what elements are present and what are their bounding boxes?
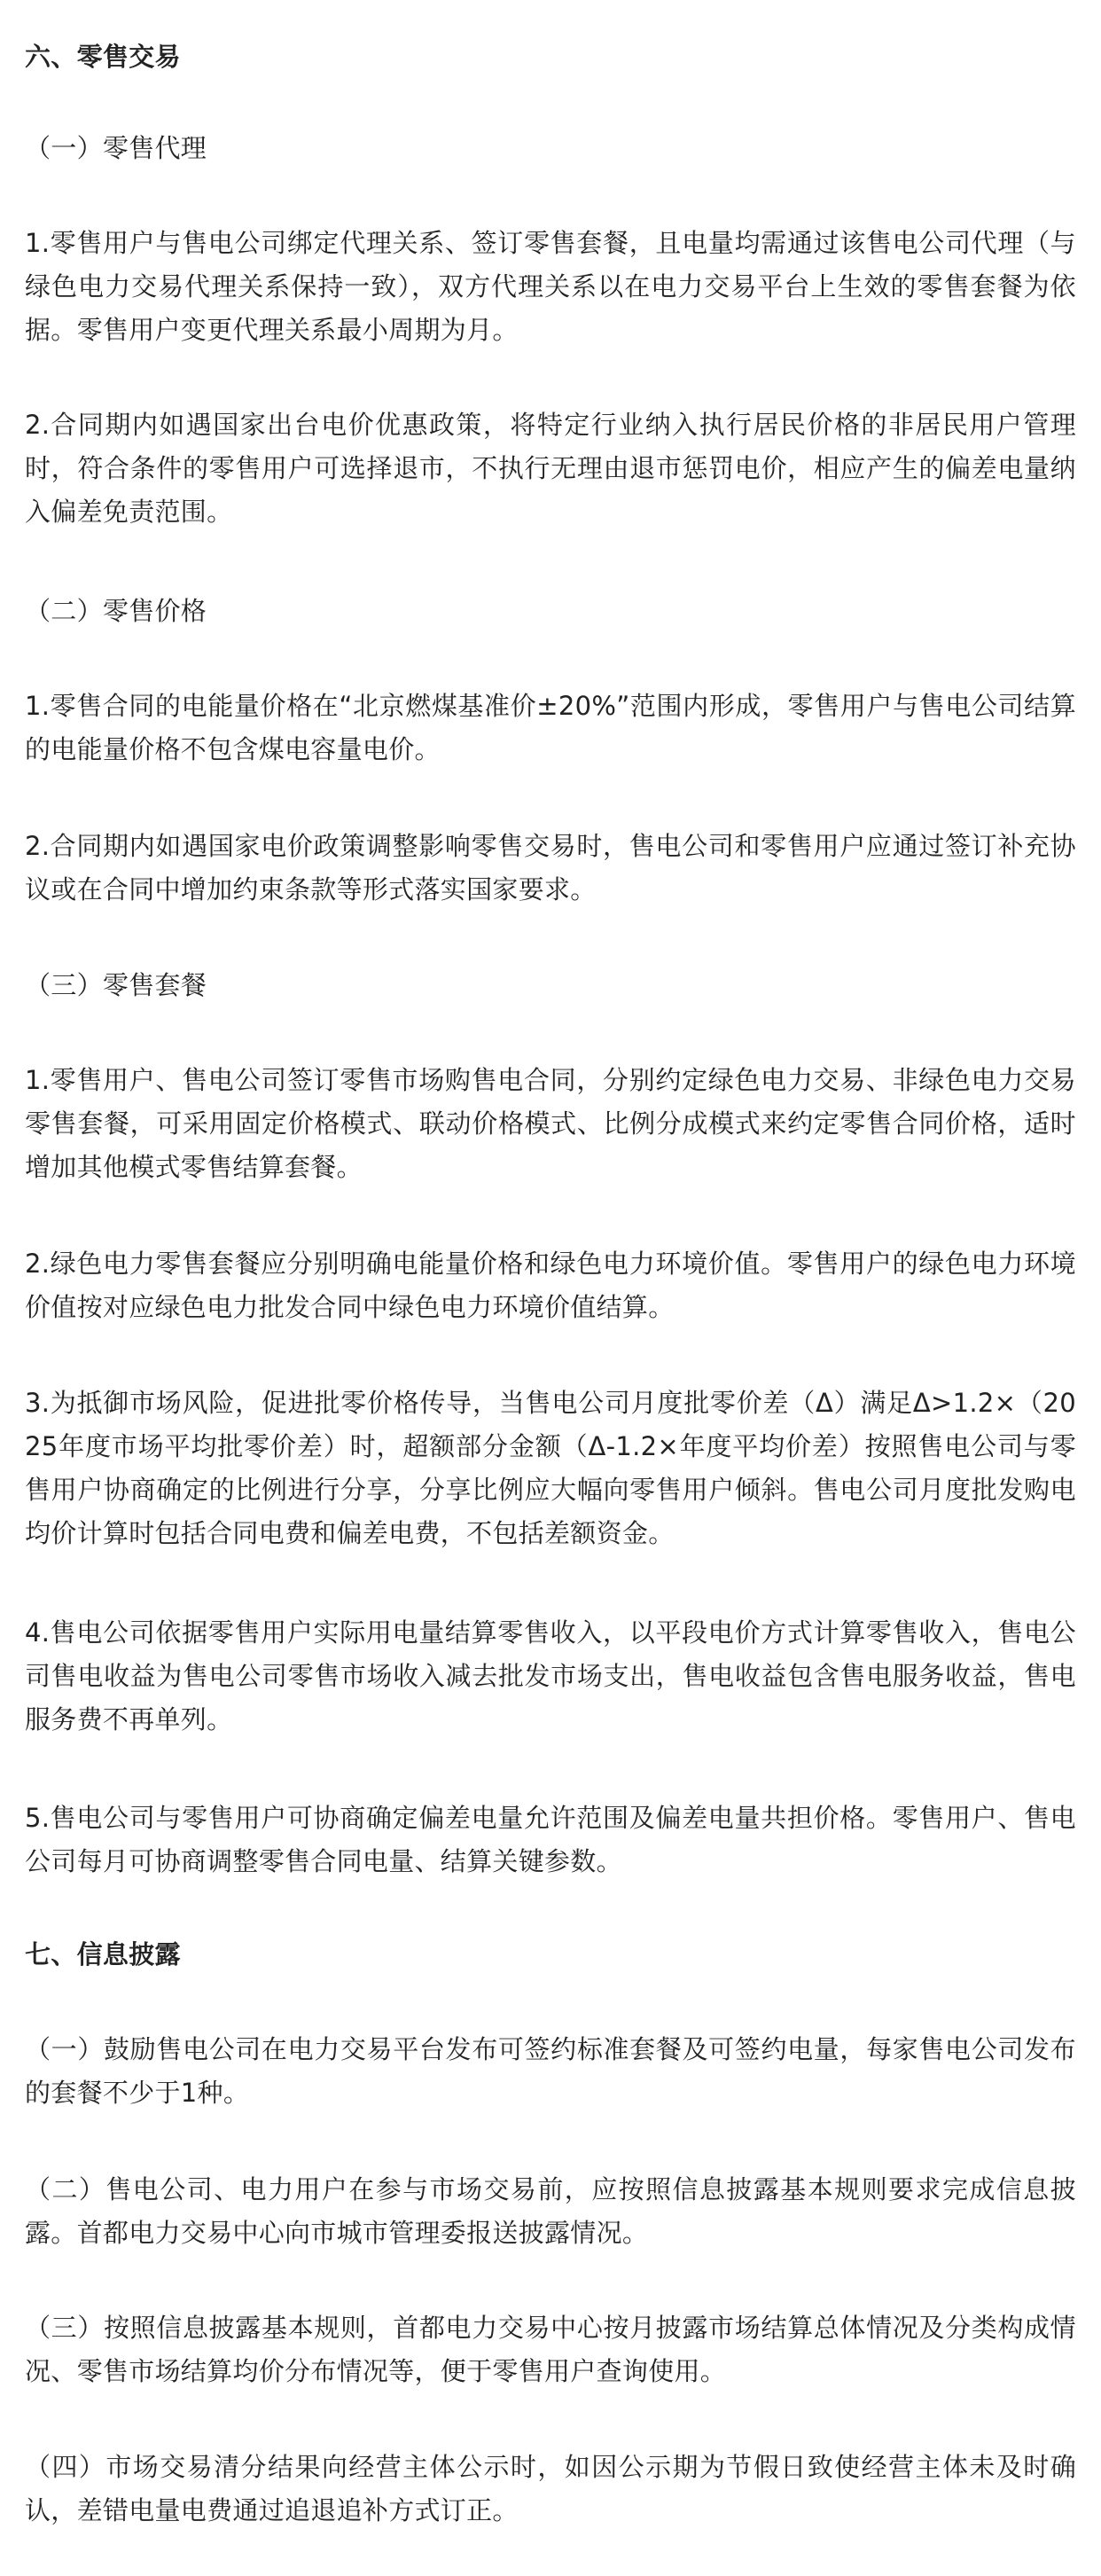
- paragraph-retail-agency-2: 2.合同期内如遇国家出台电价优惠政策，将特定行业纳入执行居民价格的非居民用户管理时，符合条件的零售用户可选择退市，不执行无理由退市惩罚电价，相应产生的偏差电量纳入偏差免责范围。: [25, 410, 1076, 527]
- section-6-title: 六、零售交易: [25, 42, 181, 72]
- paragraph-retail-price-1: 1.零售合同的电能量价格在“北京燃煤基准价±20%”范围内形成，零售用户与售电公司结算的电能量价格不包含煤电容量电价。: [25, 691, 1076, 764]
- subsection-retail-package-title: （三）零售套餐: [25, 970, 207, 1000]
- paragraph-retail-package-5: 5.售电公司与零售用户可协商确定偏差电量允许范围及偏差电量共担价格。零售用户、售电公司每月可协商调整零售合同电量、结算关键参数。: [25, 1803, 1076, 1876]
- paragraph-disclosure-4: （四）市场交易清分结果向经营主体公示时，如因公示期为节假日致使经营主体未及时确认，差错电量电费通过追退追补方式订正。: [25, 2452, 1076, 2525]
- section-7-title: 七、信息披露: [25, 1939, 181, 1969]
- paragraph-disclosure-3: （三）按照信息披露基本规则，首都电力交易中心按月披露市场结算总体情况及分类构成情况、零售市场结算均价分布情况等，便于零售用户查询使用。: [25, 2313, 1076, 2386]
- paragraph-retail-agency-1: 1.零售用户与售电公司绑定代理关系、签订零售套餐，且电量均需通过该售电公司代理（与绿色电力交易代理关系保持一致），双方代理关系以在电力交易平台上生效的零售套餐为依据。零售用户变更代理关系最小周期为月。: [25, 228, 1076, 345]
- paragraph-disclosure-1: （一）鼓励售电公司在电力交易平台发布可签约标准套餐及可签约电量，每家售电公司发布的套餐不少于1种。: [25, 2034, 1076, 2108]
- paragraph-retail-package-3: 3.为抵御市场风险，促进批零价格传导，当售电公司月度批零价差（Δ）满足Δ>1.2×（2025年度市场平均批零价差）时，超额部分金额（Δ-1.2×年度平均价差）按照售电公司与零售用户协商确定的比例进行分享，分享比例应大幅向零售用户倾斜。售电公司月度批发购电均价计算时包括合同电费和偏差电费，不包括差额资金。: [25, 1388, 1076, 1548]
- paragraph-retail-package-1: 1.零售用户、售电公司签订零售市场购售电合同，分别约定绿色电力交易、非绿色电力交易零售套餐，可采用固定价格模式、联动价格模式、比例分成模式来约定零售合同价格，适时增加其他模式零售结算套餐。: [25, 1065, 1076, 1182]
- paragraph-retail-price-2: 2.合同期内如遇国家电价政策调整影响零售交易时，售电公司和零售用户应通过签订补充协议或在合同中增加约束条款等形式落实国家要求。: [25, 831, 1076, 904]
- paragraph-retail-package-4: 4.售电公司依据零售用户实际用电量结算零售收入，以平段电价方式计算零售收入，售电公司售电收益为售电公司零售市场收入减去批发市场支出，售电收益包含售电服务收益，售电服务费不再单列。: [25, 1617, 1076, 1734]
- subsection-retail-agency-title: （一）零售代理: [25, 133, 207, 163]
- paragraph-disclosure-2: （二）售电公司、电力用户在参与市场交易前，应按照信息披露基本规则要求完成信息披露。首都电力交易中心向市城市管理委报送披露情况。: [25, 2174, 1076, 2248]
- paragraph-retail-package-2: 2.绿色电力零售套餐应分别明确电能量价格和绿色电力环境价值。零售用户的绿色电力环境价值按对应绿色电力批发合同中绿色电力环境价值结算。: [25, 1249, 1076, 1322]
- subsection-retail-price-title: （二）零售价格: [25, 596, 207, 626]
